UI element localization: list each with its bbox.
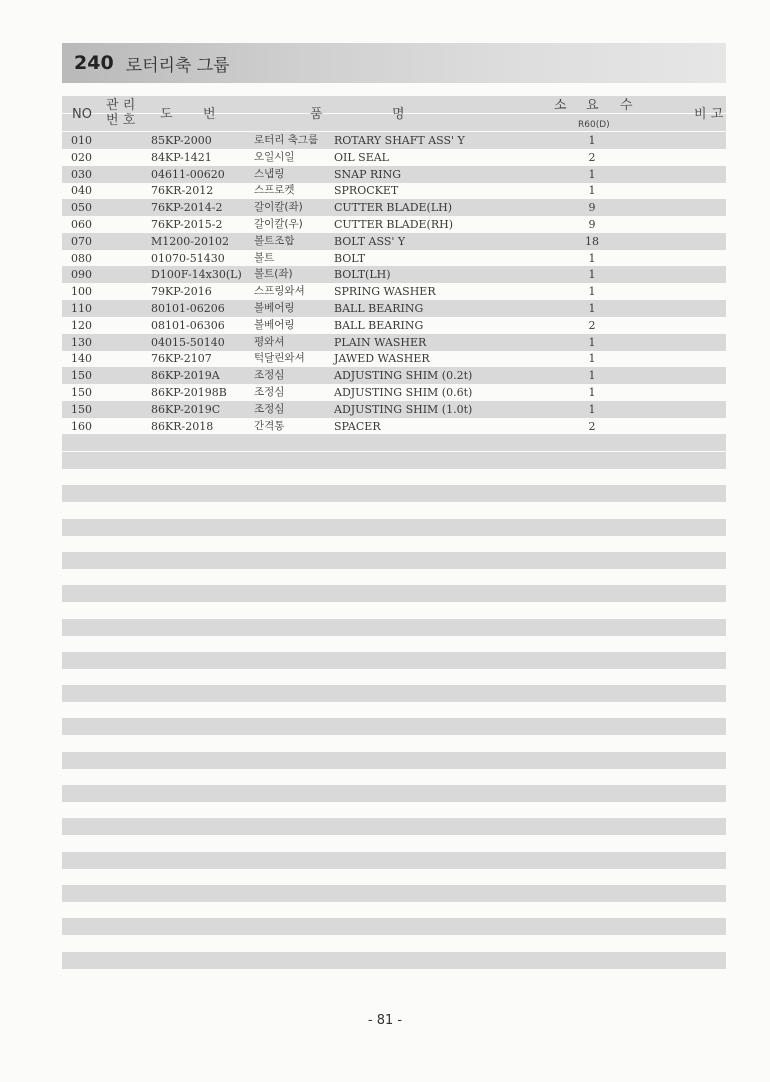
- part-no-cell: 150: [71, 369, 92, 383]
- table-row: [62, 418, 726, 435]
- english-name-cell: ROTARY SHAFT ASS' Y: [334, 134, 465, 147]
- part-number-cell: 76KR-2012: [151, 184, 214, 198]
- table-row: [62, 266, 726, 283]
- row-stripe: [62, 785, 726, 802]
- english-name-cell: SPROCKET: [334, 184, 399, 198]
- row-stripe: [62, 552, 726, 569]
- row-stripe: [62, 434, 726, 451]
- english-name-cell: SPRING WASHER: [334, 285, 436, 299]
- quantity-cell: 18: [585, 234, 599, 248]
- english-name-cell: BALL BEARING: [334, 318, 424, 332]
- table-row: [62, 250, 726, 267]
- english-name-cell: CUTTER BLADE(LH): [334, 201, 453, 215]
- row-stripe: [62, 452, 726, 469]
- part-number-cell: D100F-14x30(L): [151, 268, 242, 282]
- table-row: [62, 350, 726, 367]
- page-number: - 81 -: [367, 1013, 403, 1028]
- part-number-cell: 86KP-2019A: [151, 369, 220, 383]
- korean-name-cell: 볼베어링: [254, 318, 295, 331]
- part-no-cell: 010: [71, 134, 92, 147]
- header-name: 명: [392, 107, 405, 122]
- part-no-cell: 030: [71, 167, 92, 181]
- part-no-cell: 080: [71, 251, 92, 265]
- korean-name-cell: 평와셔: [254, 335, 285, 348]
- row-stripe: [62, 519, 726, 536]
- group-number: 240: [74, 52, 114, 74]
- quantity-cell: 1: [588, 335, 596, 349]
- table-row: [62, 182, 726, 199]
- quantity-cell: 1: [588, 134, 596, 147]
- korean-name-cell: 갈이칼(우): [254, 218, 303, 230]
- korean-name-cell: 볼베어링: [254, 302, 295, 314]
- part-no-cell: 160: [71, 419, 92, 433]
- part-no-cell: 140: [71, 352, 92, 366]
- table-row: [62, 199, 726, 216]
- table-row: [62, 300, 726, 317]
- header-no: NO: [72, 107, 92, 122]
- row-stripe: [62, 885, 726, 902]
- english-name-cell: BOLT(LH): [334, 268, 391, 282]
- part-number-cell: 84KP-1421: [151, 150, 212, 164]
- part-number-cell: 86KP-2019C: [151, 402, 221, 416]
- table-row: [62, 367, 726, 384]
- korean-name-cell: 스냅링: [254, 167, 285, 180]
- quantity-cell: 1: [588, 184, 596, 198]
- part-no-cell: 150: [71, 386, 92, 399]
- part-number-cell: 76KP-2107: [151, 352, 212, 366]
- english-name-cell: BOLT ASS' Y: [334, 234, 406, 248]
- part-number-cell: 04611-00620: [151, 167, 225, 181]
- quantity-cell: 1: [588, 302, 596, 315]
- row-stripe: [62, 952, 726, 969]
- group-title: 로터리축 그룹: [125, 55, 230, 76]
- korean-name-cell: 스프로켓: [254, 184, 295, 197]
- korean-name-cell: 턱달린와셔: [254, 352, 305, 365]
- quantity-cell: 9: [588, 218, 596, 231]
- row-stripe: [62, 585, 726, 602]
- korean-name-cell: 볼트(좌): [254, 268, 293, 281]
- korean-name-cell: 조정심: [254, 369, 285, 382]
- korean-name-cell: 로터리 축그룹: [254, 134, 319, 146]
- korean-name-cell: 조정심: [254, 386, 285, 398]
- part-no-cell: 020: [71, 150, 92, 164]
- quantity-cell: 2: [588, 419, 596, 433]
- part-number-cell: 79KP-2016: [151, 285, 212, 299]
- part-number-cell: 80101-06206: [151, 302, 225, 315]
- english-name-cell: CUTTER BLADE(RH): [334, 218, 454, 231]
- english-name-cell: OIL SEAL: [334, 150, 389, 164]
- part-no-cell: 130: [71, 335, 92, 349]
- quantity-cell: 1: [588, 285, 596, 299]
- header-drawing: 도: [160, 107, 173, 122]
- table-row: [62, 384, 726, 401]
- korean-name-cell: 오일시일: [254, 150, 295, 163]
- quantity-cell: 1: [588, 268, 596, 282]
- english-name-cell: ADJUSTING SHIM (1.0t): [334, 402, 473, 416]
- header-qty-1: 소: [554, 98, 567, 113]
- part-no-cell: 150: [71, 402, 92, 416]
- header-remarks: 비 고: [694, 107, 724, 122]
- row-stripe: [62, 718, 726, 735]
- part-number-cell: M1200-20102: [151, 234, 229, 248]
- part-number-cell: 85KP-2000: [151, 134, 212, 147]
- part-number-cell: 08101-06306: [151, 318, 225, 332]
- korean-name-cell: 조정심: [254, 402, 285, 415]
- korean-name-cell: 스프링와셔: [254, 285, 305, 298]
- row-stripe: [62, 918, 726, 935]
- table-row: [62, 132, 726, 149]
- part-no-cell: 090: [71, 268, 92, 282]
- table-row: [62, 233, 726, 250]
- table-row: [62, 216, 726, 233]
- quantity-cell: 1: [588, 251, 596, 265]
- english-name-cell: PLAIN WASHER: [334, 335, 427, 349]
- table-row: [62, 334, 726, 351]
- row-stripe: [62, 752, 726, 769]
- part-no-cell: 040: [71, 184, 92, 198]
- table-header: [62, 96, 726, 132]
- part-number-cell: 76KP-2015-2: [151, 218, 223, 231]
- english-name-cell: JAWED WASHER: [334, 352, 430, 366]
- english-name-cell: ADJUSTING SHIM (0.2t): [334, 369, 473, 383]
- header-mgmt-line2: 번 호: [106, 113, 136, 128]
- part-no-cell: 100: [71, 285, 92, 299]
- quantity-cell: 2: [588, 318, 596, 332]
- row-stripe: [62, 619, 726, 636]
- korean-name-cell: 볼트조합: [254, 234, 295, 247]
- table-row: [62, 317, 726, 334]
- row-stripe: [62, 485, 726, 502]
- quantity-cell: 1: [588, 352, 596, 366]
- table-row: [62, 401, 726, 418]
- part-number-cell: 86KP-20198B: [151, 386, 227, 399]
- part-no-cell: 110: [71, 302, 92, 315]
- header-model: R60(D): [578, 120, 610, 130]
- header-number: 번: [203, 107, 216, 122]
- part-number-cell: 76KP-2014-2: [151, 201, 223, 215]
- quantity-cell: 1: [588, 402, 596, 416]
- korean-name-cell: 볼트: [254, 251, 275, 264]
- korean-name-cell: 갈이칼(좌): [254, 201, 303, 214]
- part-no-cell: 060: [71, 218, 92, 231]
- english-name-cell: BALL BEARING: [334, 302, 424, 315]
- table-row: [62, 166, 726, 183]
- row-stripe: [62, 818, 726, 835]
- group-header: [62, 43, 726, 83]
- part-no-cell: 120: [71, 318, 92, 332]
- row-stripe: [62, 652, 726, 669]
- part-number-cell: 04015-50140: [151, 335, 225, 349]
- english-name-cell: SNAP RING: [334, 167, 402, 181]
- english-name-cell: BOLT: [334, 251, 366, 265]
- quantity-cell: 1: [588, 167, 596, 181]
- part-number-cell: 86KR-2018: [151, 419, 214, 433]
- header-mgmt-line1: 관 리: [106, 98, 136, 113]
- english-name-cell: SPACER: [334, 419, 381, 433]
- english-name-cell: ADJUSTING SHIM (0.6t): [334, 386, 473, 399]
- header-qty-3: 수: [620, 98, 633, 113]
- header-item: 품: [310, 107, 323, 122]
- row-stripe: [62, 852, 726, 869]
- table-row: [62, 283, 726, 300]
- row-stripe: [62, 685, 726, 702]
- part-no-cell: 050: [71, 201, 92, 215]
- korean-name-cell: 간격통: [254, 419, 285, 432]
- table-row: [62, 149, 726, 166]
- quantity-cell: 2: [588, 150, 596, 164]
- quantity-cell: 1: [588, 369, 596, 383]
- part-no-cell: 070: [71, 234, 92, 248]
- part-number-cell: 01070-51430: [151, 251, 225, 265]
- quantity-cell: 1: [588, 386, 596, 399]
- quantity-cell: 9: [588, 201, 596, 215]
- header-qty-2: 요: [586, 98, 599, 113]
